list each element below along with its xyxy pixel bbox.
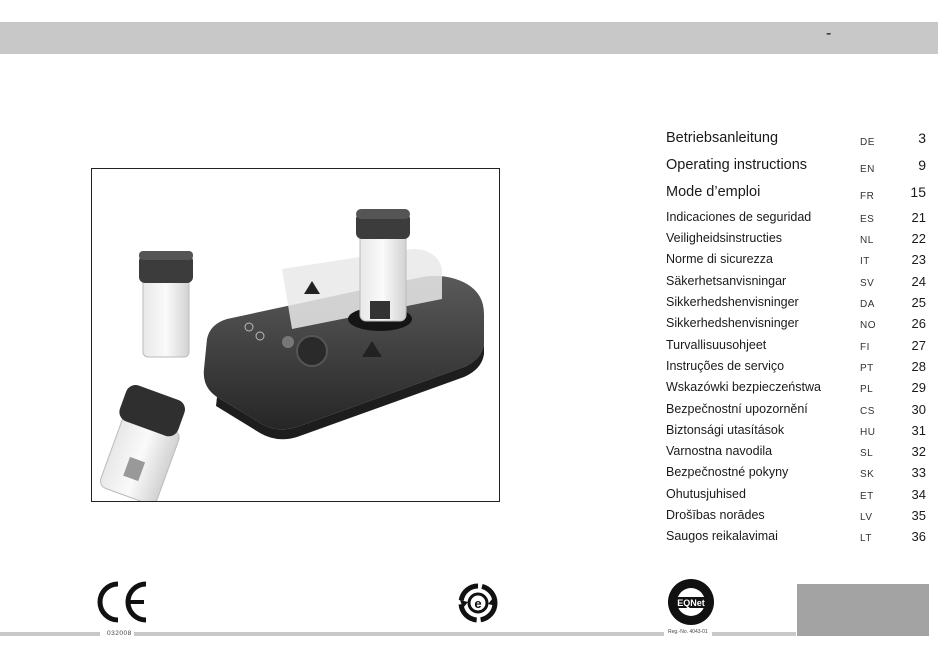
ce-mark-icon [92, 580, 152, 629]
toc-entry[interactable] [666, 444, 928, 466]
toc-language-code: LV [860, 512, 873, 523]
toc-language-code: ET [860, 491, 874, 502]
toc-title: Veiligheidsinstructies [666, 231, 783, 245]
toc-entry[interactable] [666, 487, 928, 509]
toc-entry[interactable] [666, 423, 928, 445]
product-illustration [92, 169, 500, 502]
toc-language-code: FI [860, 342, 870, 353]
toc-title: Bezpečnostní upozornění [666, 402, 808, 416]
toc-entry[interactable] [666, 274, 928, 296]
ecnet-logo-text: EQNet [677, 598, 705, 608]
toc-entry[interactable] [666, 157, 928, 179]
footer-rule [712, 632, 796, 636]
toc-title: Turvallisuusohjeet [666, 338, 767, 352]
toc-page-number: 35 [911, 508, 926, 523]
toc-language-code: SV [860, 278, 875, 289]
toc-title: Instruções de serviço [666, 359, 785, 373]
toc-page-number: 28 [911, 359, 926, 374]
toc-entry[interactable] [666, 402, 928, 424]
toc-language-code: EN [860, 164, 875, 175]
toc-page-number: 34 [911, 487, 926, 502]
toc-title: Drošības norādes [666, 508, 765, 522]
toc-title: Saugos reikalavimai [666, 529, 778, 543]
standalone-tube [139, 251, 193, 357]
toc-entry[interactable] [666, 130, 928, 152]
toc-entry[interactable] [666, 210, 928, 232]
toc-page-number: 15 [910, 184, 926, 200]
toc-page-number: 22 [911, 231, 926, 246]
toc-page-number: 25 [911, 295, 926, 310]
toc-entry[interactable] [666, 529, 928, 551]
toc-title: Ohutusjuhised [666, 487, 746, 501]
toc-title: Indicaciones de seguridad [666, 210, 812, 224]
toc-title: Sikkerhedshenvisninger [666, 316, 799, 330]
footer-gray-block [797, 584, 929, 636]
recycling-e-icon [455, 580, 501, 631]
mixer-base [204, 249, 484, 439]
document-code: 032008 [107, 630, 132, 637]
toc-language-code: FR [860, 191, 875, 202]
toc-entry[interactable] [666, 338, 928, 360]
toc-page-number: 23 [911, 252, 926, 267]
product-photo [91, 168, 500, 502]
toc-language-code: HU [860, 427, 876, 438]
toc-entry[interactable] [666, 231, 928, 253]
toc-page-number: 24 [911, 274, 926, 289]
toc-title: Norme di sicurezza [666, 252, 773, 266]
registration-number: Reg.-No. 4043-01 [668, 629, 708, 635]
toc-language-code: SK [860, 469, 875, 480]
header-bar [0, 22, 938, 54]
eqnet-certification-icon [666, 576, 716, 633]
toc-title: Operating instructions [666, 157, 808, 173]
toc-title: Mode d’emploi [666, 184, 761, 200]
toc-page-number: 32 [911, 444, 926, 459]
toc-entry[interactable] [666, 316, 928, 338]
header-dash: - [826, 25, 832, 42]
toc-entry[interactable] [666, 295, 928, 317]
toc-language-code: DE [860, 137, 875, 148]
toc-language-code: PL [860, 384, 874, 395]
toc-language-code: ES [860, 214, 875, 225]
toc-page-number: 29 [911, 380, 926, 395]
toc-title: Wskazówki bezpieczeństwa [666, 380, 821, 394]
toc-language-code: NO [860, 320, 876, 331]
toc-entry[interactable] [666, 184, 928, 206]
toc-language-code: DA [860, 299, 875, 310]
toc-language-code: LT [860, 533, 872, 544]
toc-entry[interactable] [666, 359, 928, 381]
toc-entry[interactable] [666, 465, 928, 487]
toc-title: Varnostna navodila [666, 444, 773, 458]
toc-title: Säkerhetsanvisningar [666, 274, 787, 288]
lying-tube [93, 382, 192, 502]
toc-entry[interactable] [666, 252, 928, 274]
svg-text:e: e [474, 596, 482, 611]
toc-title: Betriebsanleitung [666, 130, 779, 146]
toc-title: Bezpečnostné pokyny [666, 465, 789, 479]
toc-page-number: 26 [911, 316, 926, 331]
toc-entry[interactable] [666, 508, 928, 530]
toc-language-code: SL [860, 448, 874, 459]
toc-page-number: 3 [918, 130, 926, 146]
toc-entry[interactable] [666, 380, 928, 402]
toc-page-number: 9 [918, 157, 926, 173]
tube-on-device [356, 209, 410, 321]
toc-page-number: 27 [911, 338, 926, 353]
footer-rule [0, 632, 100, 636]
toc-language-code: CS [860, 406, 875, 417]
toc-title: Biztonsági utasítások [666, 423, 785, 437]
toc-page-number: 30 [911, 402, 926, 417]
toc-page-number: 31 [911, 423, 926, 438]
toc-page-number: 36 [911, 529, 926, 544]
toc-language-code: NL [860, 235, 874, 246]
toc-language-code: IT [860, 256, 870, 267]
toc-title: Sikkerhedshenvisninger [666, 295, 799, 309]
toc-page-number: 21 [911, 210, 926, 225]
toc-language-code: PT [860, 363, 874, 374]
toc-page-number: 33 [911, 465, 926, 480]
footer-rule [134, 632, 664, 636]
